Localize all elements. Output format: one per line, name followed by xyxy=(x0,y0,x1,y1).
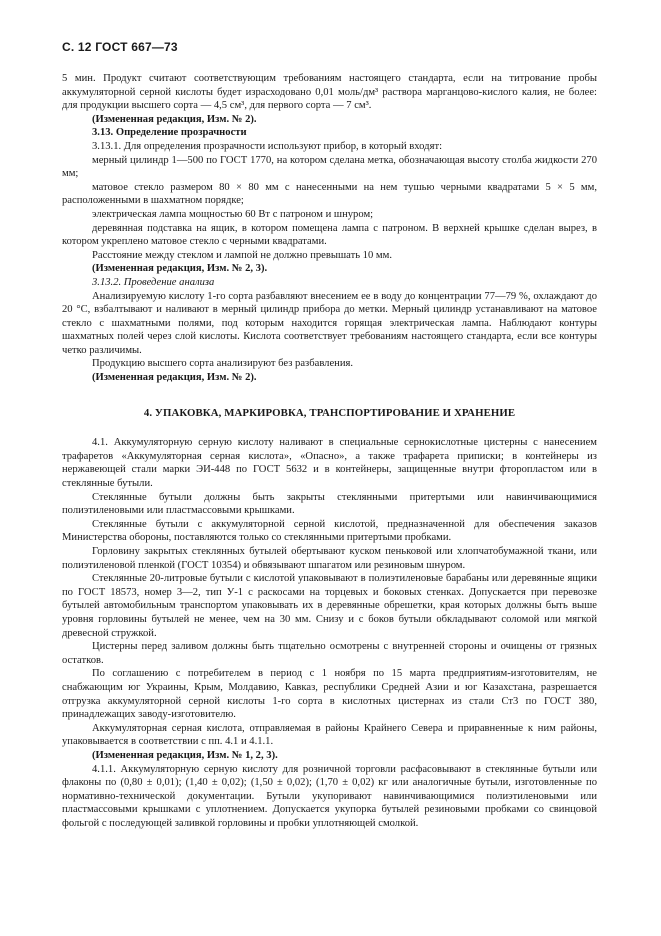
paragraph: 3.13.1. Для определения прозрачности используют прибор, в который входят: xyxy=(92,140,443,152)
paragraph: Стеклянные бутыли должны быть закрыты стеклянными притертыми или навинчивающимися полиэтиленовыми или пластмассовыми крышками. xyxy=(62,491,597,517)
paragraph: Горловину закрытых стеклянных бутылей обертывают куском пеньковой или хлопчатобумажной ткани, или полиэтиленовой пленкой (ГОСТ 10354) и обвязывают шпагатом или резиновым шнуром. xyxy=(62,546,597,571)
revision-note: (Измененная редакция, Изм. № 2). xyxy=(92,113,257,125)
paragraph: Аккумуляторная серная кислота, отправляемая в районы Крайнего Севера и приравненные к ним районы, упаковывается в соответствии с пп. 4.1 и 4.1.1. xyxy=(62,722,597,748)
revision-note: (Измененная редакция, Изм. № 1, 2, 3). xyxy=(92,749,278,761)
page-header: С. 12 ГОСТ 667—73 xyxy=(62,40,178,54)
paragraph: электрическая лампа мощностью 60 Вт с патроном и шнуром; xyxy=(92,208,374,220)
paragraph: Продукцию высшего сорта анализируют без разбавления. xyxy=(92,358,354,370)
paragraph: Расстояние между стеклом и лампой не должно превышать 10 мм. xyxy=(92,249,392,261)
paragraph: 4.1. Аккумуляторную серную кислоту наливают в специальные сернокислотные цистерны с нанесением трафаретов «Аккумуляторная серная кислота», «Опасно», а также трафарета приписки; в контейнеры из нержавеющей стали марки ЭИ-448 по ГОСТ 5632 и в контейнеры, защищенные внутри фторопластом или в стеклянные бутыли. xyxy=(62,437,597,490)
paragraph: Анализируемую кислоту 1-го сорта разбавляют внесением ее в воду до концентрации 77—79 %, охлаждают до 20 °С, взбалтывают и наливают в мерный цилиндр прибора до метки. Мерный цилиндр устанавливают на матовое стекло с шахматными полями, под которым находится горящая электрическая лампа. Наблюдают контуры шахматных полей через слой кислоты. Кислота соответствует требованиям настоящего стандарта, если все контуры четко различимы. xyxy=(62,290,597,356)
subsection-heading: 3.13.2. Проведение анализа xyxy=(92,276,215,288)
revision-note: (Измененная редакция, Изм. № 2, 3). xyxy=(92,263,268,275)
paragraph: Стеклянные бутыли с аккумуляторной серной кислотой, предназначенной для обеспечения заказов Министерства обороны, поставляются только со стеклянными притертыми пробками. xyxy=(62,518,597,544)
paragraph: По соглашению с потребителем в период с 1 ноября по 15 марта предприятиям-изготовителям, не снабжающим юг Украины, Крым, Молдавию, Кавказ, республики Средней Азии и юг Казахстана, разрешается отгрузка аккумуляторной серной кислоты 1-го сорта в кислотных цистернах из стали Ст3 по ГОСТ 380, принадлежащих заводу-изготовителю. xyxy=(62,668,597,721)
paragraph: матовое стекло размером 80 × 80 мм с нанесенными на нем тушью черными квадратами 5 × 5 мм, расположенными в шахматном порядке; xyxy=(62,181,597,207)
paragraph: деревянная подставка на ящик, в котором помещена лампа с патроном. В верхней крышке сделан вырез, в котором укреплено матовое стекло с черными квадратами. xyxy=(62,222,597,248)
paragraph: 4.1.1. Аккумуляторную серную кислоту для розничной торговли расфасовывают в стеклянные бутыли или флаконы по (0,80 ± 0,01); (1,40 ± 0,02); (1,50 ± 0,02); (1,70 ± 0,02) кг или аналогичные бутыли, изготовленные по нормативно-технической документации. Бутыли укупоривают навинчивающимися полиэтиленовыми или пластмассовыми крышками с уплотнением. Допускается укупорка бутылей резиновыми пробками со свинцовой фольгой с последующей заливкой горловины и пробки уплотняющей смолкой. xyxy=(62,763,597,829)
paragraph: мерный цилиндр 1—500 по ГОСТ 1770, на котором сделана метка, обозначающая высоту столба жидкости 270 мм; xyxy=(62,154,597,180)
section-title: 4. УПАКОВКА, МАРКИРОВКА, ТРАНСПОРТИРОВАНИЕ И ХРАНЕНИЕ xyxy=(143,406,516,419)
paragraph: 5 мин. Продукт считают соответствующим требованиям настоящего стандарта, если на титрование пробы аккумуляторной серной кислоты будет израсходовано 0,01 моль/дм³ раствора марганцово-кислого калия, не более: для продукции высшего сорта — 4,5 см³, для первого сорта — 7 см³. xyxy=(62,73,597,112)
paragraph: Цистерны перед заливом должны быть тщательно осмотрены с внутренней стороны и очищены от грязных остатков. xyxy=(62,641,597,666)
paragraph: Стеклянные 20-литровые бутыли с кислотой упаковывают в полиэтиленовые барабаны или деревянные ящики по ГОСТ 18573, номер 3—2, тип У-1 с раскосами на торцевых и боковых стенках. Допускается при перевозке бутылей автомобильным транспортом упаковывать их в деревянные обрешетки, края которых должны быть выше уровня горловины бутылей не менее, чем на 30 мм. Снизу и с боков бутыли обкладывают соломой или мягкой древесной стружкой. xyxy=(62,573,597,639)
subsection-heading: 3.13. Определение прозрачности xyxy=(92,127,247,139)
revision-note: (Измененная редакция, Изм. № 2). xyxy=(92,372,257,384)
document-body xyxy=(62,72,597,830)
